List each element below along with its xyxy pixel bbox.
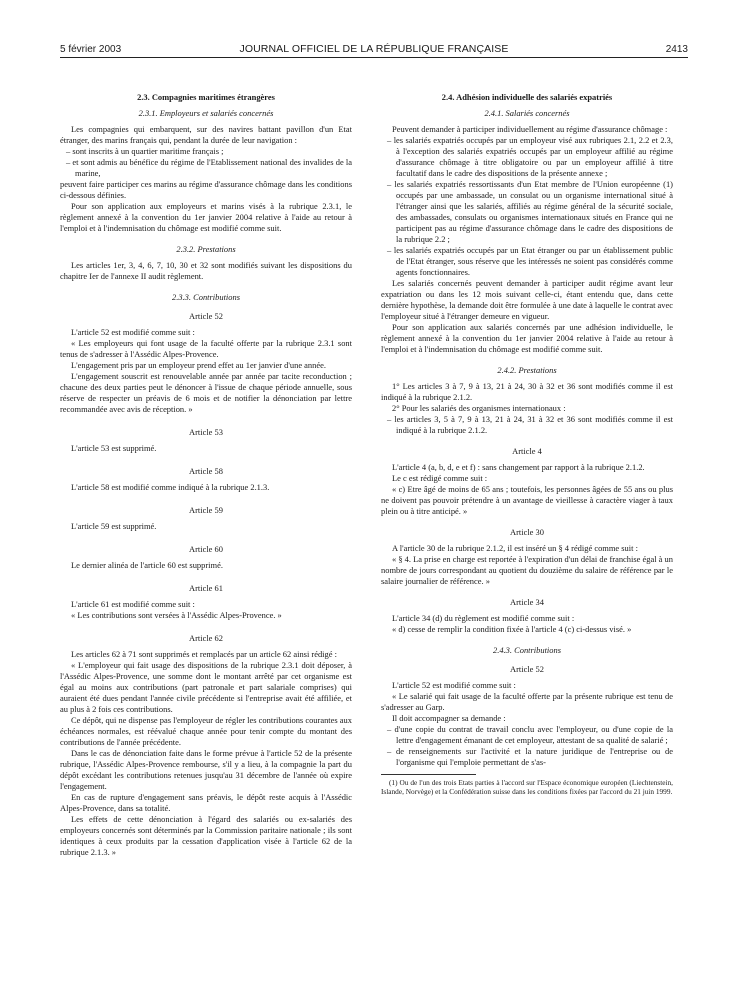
paragraph: A l'article 30 de la rubrique 2.1.2, il est inséré un § 4 rédigé comme suit : xyxy=(392,543,638,553)
section-heading: 2.4. Adhésion individuelle des salariés expatriés xyxy=(441,92,613,102)
paragraph: « L'employeur qui fait usage des dispositions de la rubrique 2.3.1 doit déposer, à l'Assédic Alpes-Provence, une somme dont le montant arrêté par cet organisme est égal au moins aux contributions (part patronale et part salariale comprises) qui auraient été dues pendant l'année civile précédente si l'entreprise avait été affiliée, et au plus à 2 fois ces contributions. xyxy=(60,660,352,714)
paragraph: L'article 61 est modifié comme suit : xyxy=(71,599,195,609)
paragraph: peuvent faire participer ces marins au régime d'assurance chômage dans les conditions ci-dessous définies. xyxy=(60,179,352,200)
article-heading: Article 61 xyxy=(189,583,223,593)
header-rule xyxy=(60,57,688,58)
list-item: – les articles 3, 5 à 7, 9 à 13, 21 à 24, 31 à 32 et 36 sont modifiés comme il est indiqué à la rubrique 2.1.2. xyxy=(387,414,673,435)
paragraph: L'article 59 est supprimé. xyxy=(71,521,157,531)
list-item: – les salariés expatriés ressortissants d'un Etat membre de l'Union européenne (1) occupés par une ambassade, un consulat ou un organisme international situé à l'étranger ainsi que les salariés, affiliés au régime général de la sécurité sociale, des ambassades, consulats ou organismes internationaux situés en France qui ne participent pas au régime d'assurance chômage dans le cadre des dispositions de la rubrique 2.2 ; xyxy=(387,179,673,244)
subsection-heading: 2.3.2. Prestations xyxy=(176,244,236,254)
paragraph: 2° Pour les salariés des organismes internationaux : xyxy=(392,403,566,413)
paragraph: L'article 52 est modifié comme suit : xyxy=(71,327,195,337)
paragraph: « Les contributions sont versées à l'Assédic Alpes-Provence. » xyxy=(71,610,282,620)
article-heading: Article 58 xyxy=(189,466,223,476)
list-item: – les salariés expatriés occupés par un employeur visé aux rubriques 2.1, 2.2 et 2.3, à l'exception des salariés expatriés occupés par un employeur affilié au régime d'assurance chômage à titre obligatoire ou par un employeur affilié à titre facultatif dans le cadre des dispositions de la présente annexe ; xyxy=(387,135,673,178)
paragraph: « Les employeurs qui font usage de la faculté offerte par la rubrique 2.3.1 sont tenus de s'adresser à l'Assédic Alpes-Provence. xyxy=(60,338,352,359)
article-heading: Article 4 xyxy=(512,446,542,456)
paragraph: Il doit accompagner sa demande : xyxy=(392,713,506,723)
paragraph: L'article 4 (a, b, d, e et f) : sans changement par rapport à la rubrique 2.1.2. xyxy=(392,462,645,472)
article-heading: Article 52 xyxy=(510,664,544,674)
paragraph: Ce dépôt, qui ne dispense pas l'employeur de régler les contributions courantes aux échéances normales, est réévalué chaque année pour tenir compte du montant des contributions de l'année précédente. xyxy=(60,715,352,747)
paragraph: Dans le cas de dénonciation faite dans le forme prévue à l'article 52 de la présente rubrique, l'Assédic Alpes-Provence rembourse, s'il y a lieu, à la compagnie la part du dépôt excédant les contributions retenues jusqu'au 31 décembre de l'année où expire l'engagement. xyxy=(60,748,352,791)
subsection-heading: 2.3.3. Contributions xyxy=(172,292,240,302)
paragraph: L'article 34 (d) du règlement est modifié comme suit : xyxy=(392,613,575,623)
article-heading: Article 60 xyxy=(189,544,223,554)
paragraph: Les salariés concernés peuvent demander à participer audit régime avant leur expatriation ou dans les 12 mois suivant celle-ci, étant entendu que, dans cette dernière hypothèse, la demande doit être formulée à une date à laquelle le contrat avec l'employeur situé à l'étranger demeure en vigueur. xyxy=(381,278,673,321)
page-header xyxy=(60,42,688,58)
paragraph: Pour son application aux employeurs et marins visés à la rubrique 2.3.1, le règlement annexé à la convention du 1er janvier 2004 relative à l'aide au retour à l'emploi et à l'indemnisation du chômage est modifié comme suit. xyxy=(60,201,352,233)
paragraph: 1° Les articles 3 à 7, 9 à 13, 21 à 24, 30 à 32 et 36 sont modifiés comme il est indiqué à la rubrique 2.1.2. xyxy=(381,381,673,402)
list-item: – les salariés expatriés occupés par un Etat étranger ou par un établissement public de l'Etat étranger, sous réserve que les intéressés ne soient pas considérés comme agents fonctionnaires. xyxy=(387,245,673,277)
paragraph: Pour son application aux salariés concernés par une adhésion individuelle, le règlement annexé à la convention du 1er janvier 2004 relative à l'aide au retour à l'emploi et à l'indemnisation du chômage est modifié comme suit. xyxy=(381,322,673,354)
paragraph: Les effets de cette dénonciation à l'égard des salariés ou ex-salariés des employeurs concernés sont déterminés par la Commission paritaire nationale ; ils sont identiques à ceux produits par la cessation d'application visée à l'article 62 de la rubrique 2.1.3. » xyxy=(60,814,352,857)
issue-date: 5 février 2003 xyxy=(60,44,122,55)
page-number: 2413 xyxy=(665,44,688,55)
paragraph: L'engagement pris par un employeur prend effet au 1er janvier d'une année. xyxy=(71,360,326,370)
paragraph: « d) cesse de remplir la condition fixée à l'article 4 (c) ci-dessus visé. » xyxy=(392,624,632,634)
paragraph: L'article 53 est supprimé. xyxy=(71,443,157,453)
paragraph: « § 4. La prise en charge est reportée à l'expiration d'un délai de franchise égal à un nombre de jours correspondant au quotient du douzième du salaire de référence par le salaire journalier de référence. » xyxy=(381,554,673,586)
paragraph: En cas de rupture d'engagement sans préavis, le dépôt reste acquis à l'Assédic Alpes-Provence, dans sa totalité. xyxy=(60,792,352,813)
journal-title: JOURNAL OFFICIEL DE LA RÉPUBLIQUE FRANÇAISE xyxy=(239,43,509,55)
article-heading: Article 62 xyxy=(189,633,223,643)
list-item: – de renseignements sur l'activité et la nature juridique de l'entreprise ou de l'organisme qui l'emploie permettant de s'as- xyxy=(387,746,673,767)
paragraph: L'article 58 est modifié comme indiqué à la rubrique 2.1.3. xyxy=(71,482,270,492)
list-item: – et sont admis au bénéfice du régime de l'Etablissement national des invalides de la marine, xyxy=(66,157,352,178)
section-heading: 2.3. Compagnies maritimes étrangères xyxy=(137,92,275,102)
paragraph: Les compagnies qui embarquent, sur des navires battant pavillon d'un Etat étranger, des marins français qui, pendant la durée de leur navigation : xyxy=(60,124,352,145)
subsection-heading: 2.4.3. Contributions xyxy=(493,645,561,655)
subsection-heading: 2.4.1. Salariés concernés xyxy=(484,108,570,118)
article-heading: Article 34 xyxy=(510,597,544,607)
paragraph: Les articles 1er, 3, 4, 6, 7, 10, 30 et 32 sont modifiés suivant les dispositions du chapitre Ier de l'annexe II audit règlement. xyxy=(60,260,352,281)
left-column xyxy=(60,92,352,858)
article-heading: Article 59 xyxy=(189,505,223,515)
paragraph: Le dernier alinéa de l'article 60 est supprimé. xyxy=(71,560,223,570)
paragraph: Le c est rédigé comme suit : xyxy=(392,473,488,483)
subsection-heading: 2.3.1. Employeurs et salariés concernés xyxy=(138,108,274,118)
footnote: (1) Ou de l'un des trois Etats parties à l'accord sur l'Espace économique européen (Liechtenstein, Islande, Norvège) et la Confédération suisse dans les conditions fixées par l'accord du 21 juin 1999. xyxy=(381,778,673,796)
list-item: – d'une copie du contrat de travail conclu avec l'employeur, ou d'une copie de la lettre d'engagement émanant de cet employeur, attestant de sa qualité de salarié ; xyxy=(387,724,673,745)
article-heading: Article 30 xyxy=(510,527,544,537)
list-item: – sont inscrits à un quartier maritime français ; xyxy=(66,146,224,156)
article-heading: Article 53 xyxy=(189,427,223,437)
paragraph: « c) Etre âgé de moins de 65 ans ; toutefois, les personnes âgées de 55 ans ou plus ne doivent pas pouvoir prétendre à un avantage de vieillesse à caractère viager à taux plein ou à titre anticipé. » xyxy=(381,484,673,516)
paragraph: L'engagement souscrit est renouvelable année par année par tacite reconduction ; chacune des deux parties peut le dénoncer à l'issue de chaque période annuelle, sous réserve de respecter un préavis de 6 mois et de notifier la dénonciation par lettre recommandée avec avis de réception. » xyxy=(60,371,352,414)
footnote-rule xyxy=(381,774,476,775)
paragraph: « Le salarié qui fait usage de la faculté offerte par la présente rubrique est tenu de s'adresser au Garp. xyxy=(381,691,673,712)
article-heading: Article 52 xyxy=(189,311,223,321)
paragraph: Peuvent demander à participer individuellement au régime d'assurance chômage : xyxy=(392,124,668,134)
subsection-heading: 2.4.2. Prestations xyxy=(497,365,557,375)
paragraph: L'article 52 est modifié comme suit : xyxy=(392,680,516,690)
right-column xyxy=(381,92,673,796)
paragraph: Les articles 62 à 71 sont supprimés et remplacés par un article 62 ainsi rédigé : xyxy=(71,649,337,659)
